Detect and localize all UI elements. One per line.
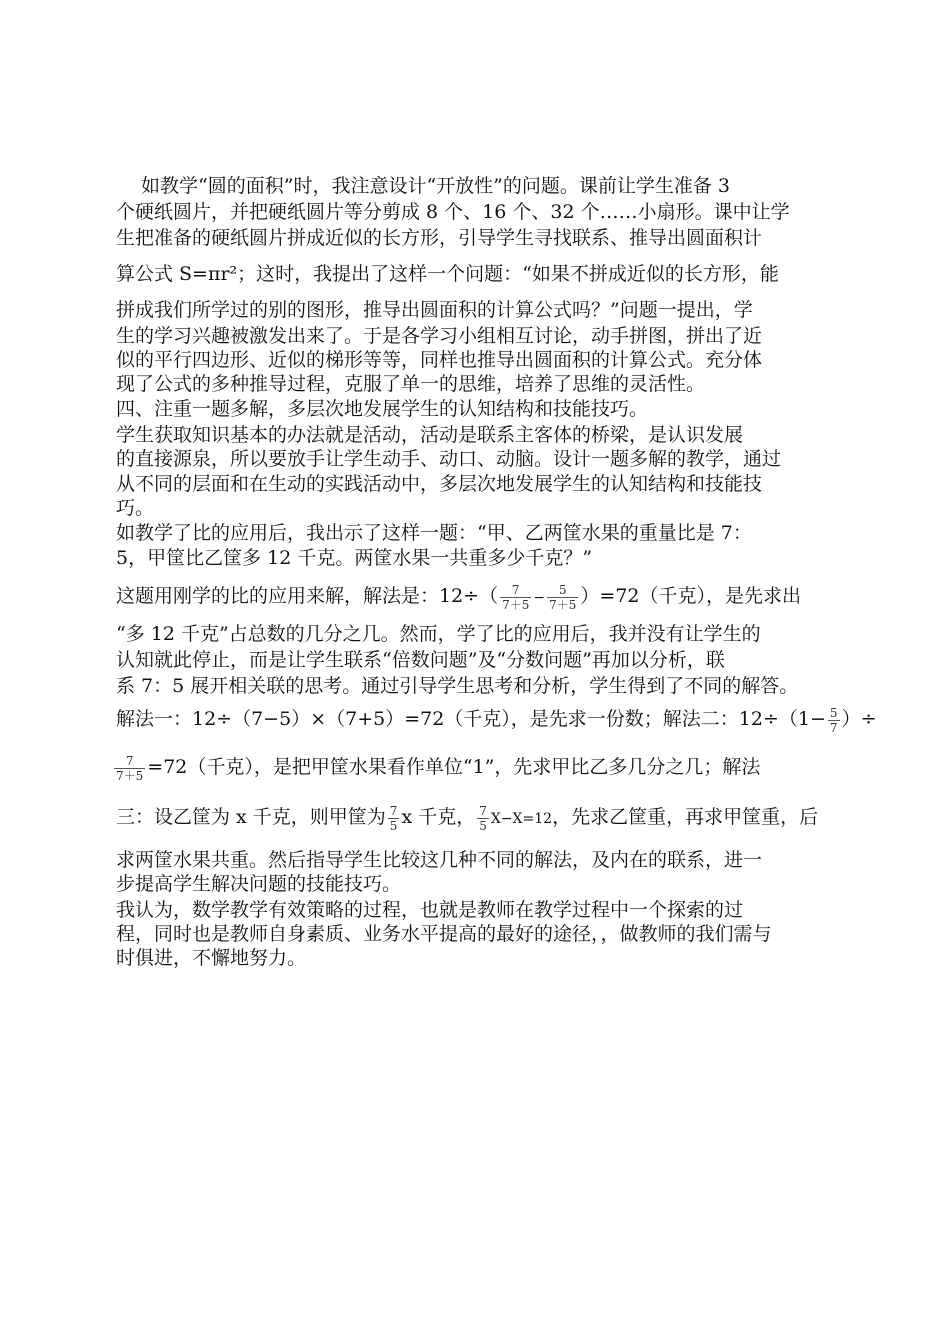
fraction: $\frac{7}{7+5}$	[502, 582, 530, 612]
section-heading: 四、注重一题多解，多层次地发展学生的认知结构和技能技巧。	[116, 398, 649, 420]
fraction: $\frac{7}{7+5}$	[116, 753, 144, 783]
equation-text: x 千克，	[401, 806, 476, 828]
paragraph-line: 如教学了比的应用后，我出示了这样一题：“甲、乙两筐水果的重量比是 7：	[116, 522, 752, 544]
equation-line	[116, 702, 876, 736]
equation-text: 解法一：12÷（7−5）×（7+5）=72（千克），是先求一份数；解法二：12÷（1−	[116, 708, 826, 730]
paragraph-line: 生的学习兴趣被激发出来了。于是各学习小组相互讨论，动手拼图，拼出了近	[116, 325, 763, 347]
fraction: $\frac{7}{5}$	[479, 803, 487, 833]
minus-sign: −	[533, 590, 546, 606]
paragraph-line: 从不同的层面和在生动的实践活动中，多层次地发展学生的认知结构和技能技	[116, 473, 763, 495]
paragraph-line: 似的平行四边形、近似的梯形等等，同样也推导出圆面积的计算公式。充分体	[116, 349, 763, 371]
equation-text: ）=72（千克），是先求出	[580, 585, 802, 607]
paragraph-line: 学生获取知识基本的办法就是活动，活动是联系主客体的桥梁，是认识发展	[116, 424, 744, 446]
fraction: $\frac{5}{7}$	[829, 705, 838, 735]
equation-line	[116, 800, 818, 836]
paragraph-line: 系 7：5 展开相关联的思考。通过引导学生思考和分析，学生得到了不同的解答。	[116, 675, 799, 697]
equation-text: X−X=12	[490, 811, 553, 827]
paragraph-line: 认知就此停止，而是让学生联系“倍数问题”及“分数问题”再加以分析，联	[116, 649, 725, 671]
equation-text: 三：设乙筐为 x 千克，则甲筐为	[116, 806, 386, 828]
paragraph-line: 生把准备的硬纸圆片拼成近似的长方形，引导学生寻找联系、推导出圆面积计	[116, 227, 763, 249]
equation-text: ，先求乙筐重，再求甲筐重，后	[552, 806, 819, 828]
fraction: $\frac{5}{7+5}$	[549, 582, 577, 612]
paragraph-line: 5，甲筐比乙筐多 12 千克。两筐水果一共重多少千克？”	[116, 547, 593, 569]
equation-line	[116, 580, 801, 614]
paragraph-line: 如教学“圆的面积”时，我注意设计“开放性”的问题。课前让学生准备 3	[116, 175, 731, 197]
paragraph-line: 我认为，数学教学有效策略的过程，也就是教师在教学过程中一个探索的过	[116, 899, 744, 921]
equation-text: =72（千克），是把甲筐水果看作单位“1”，先求甲比乙多几分之几；解法	[147, 756, 761, 778]
equation-text: 这题用刚学的比的应用来解，解法是：12÷（	[116, 585, 499, 607]
paragraph-line: 程，同时也是教师自身素质、业务水平提高的最好的途径，，做教师的我们需与	[116, 923, 772, 945]
paragraph-line: “多 12 千克”占总数的几分之几。然而，学了比的应用后，我并没有让学生的	[116, 623, 761, 645]
paragraph-line: 步提高学生解决问题的技能技巧。	[116, 873, 402, 895]
paragraph-line: 算公式 S=πr²；这时，我提出了这样一个问题：“如果不拼成近似的长方形，能	[116, 263, 779, 285]
fraction: $\frac{7}{5}$	[389, 803, 398, 833]
equation-line	[112, 750, 760, 784]
paragraph-line: 拼成我们所学过的别的图形，推导出圆面积的计算公式吗？”问题一提出，学	[116, 299, 753, 321]
equation-text: ）÷	[841, 708, 877, 730]
paragraph-line: 求两筐水果共重。然后指导学生比较这几种不同的解法，及内在的联系，进一	[116, 849, 763, 871]
paragraph-line: 的直接源泉，所以要放手让学生动手、动口、动脑。设计一题多解的教学，通过	[116, 448, 782, 470]
paragraph-line: 时俱进，不懈地努力。	[116, 947, 307, 969]
paragraph-line: 巧。	[116, 497, 155, 519]
paragraph-line: 现了公式的多种推导过程，克服了单一的思维，培养了思维的灵活性。	[116, 373, 706, 395]
paragraph-line: 个硬纸圆片，并把硬纸圆片等分剪成 8 个、16 个、32 个……小扇形。课中让学	[116, 201, 790, 223]
